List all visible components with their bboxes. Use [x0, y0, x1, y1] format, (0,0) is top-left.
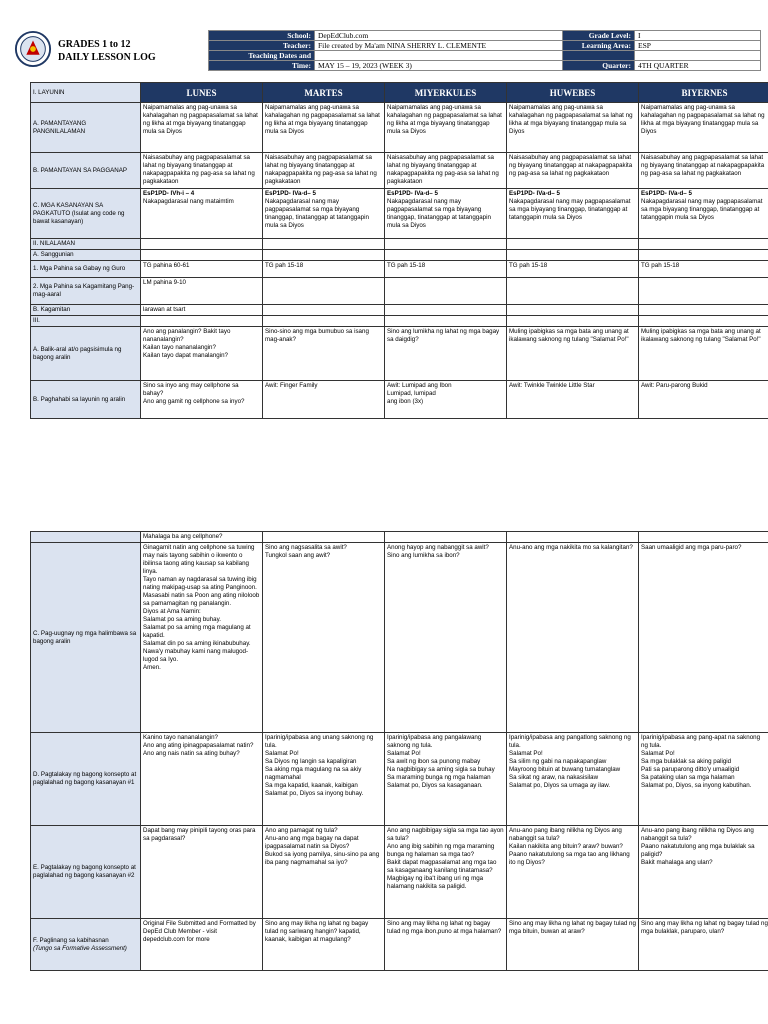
lesson-cell: Mahalaga ba ang cellphone?	[141, 532, 263, 543]
table-row	[31, 316, 768, 327]
lesson-cell	[263, 532, 385, 543]
row-label-text: D. Pagtalakay ng bagong konsepto at paglalahad ng bagong kasanayan #1	[33, 771, 137, 786]
table-row	[31, 103, 768, 153]
lesson-cell	[507, 250, 639, 261]
competency-code: EsP1PD- IVh-i – 4	[143, 190, 195, 197]
cell-line: Bakit mahalaga ang ulan?	[641, 859, 713, 866]
table-row	[31, 250, 768, 261]
title-line-1: GRADES 1 to 12	[58, 39, 131, 50]
lesson-cell: Naipamamalas ang pag-unawa sa kahalagahan ng pagpapasalamat sa lahat ng likha at mga biyayang tinatanggap mula sa Diyos	[639, 103, 768, 153]
row-label	[31, 261, 141, 278]
cell-line: ang ibon (3x)	[387, 398, 424, 405]
cell-line: Tayo naman ay nagdarasal sa tuwing ibig nating makipag-usap sa ating Panginoon.	[143, 576, 257, 591]
lesson-cell: TG pah 15-18	[639, 261, 768, 278]
table-row	[31, 919, 768, 971]
lesson-cell	[141, 327, 263, 381]
cell-line: Ano ang pamagat ng tula?	[265, 827, 338, 834]
cell-line: Ano ang ibig sabihin ng mga maraming bunga ng halaman sa mga tao?	[387, 843, 495, 858]
lesson-cell	[141, 733, 263, 826]
lesson-cell	[263, 305, 385, 316]
cell-line: Kanino tayo nananalangin?	[143, 734, 219, 741]
lesson-cell: Sino ang may likha ng lahat ng bagay tulad ng mga bulaklak, paruparo, ulan?	[639, 919, 768, 971]
lesson-cell	[141, 543, 263, 733]
cell-line: Ano ang panalangin? Bakit tayo nananalangin?	[143, 328, 231, 343]
cell-line: Kailan nakikita ang bituin? araw? buwan?	[509, 843, 623, 850]
table-row	[31, 278, 768, 305]
row-label-text: II. NILALAMAN	[33, 240, 75, 247]
lesson-cell	[639, 826, 768, 919]
lesson-cell: Naisasabuhay ang pagpapasalamat sa lahat ng biyayang tinatanggap at nakapagpapakita ng pag-asa sa lahat ng pagkakataon	[639, 153, 768, 189]
row-label	[31, 250, 141, 261]
lesson-cell	[507, 278, 639, 305]
lesson-cell	[639, 532, 768, 543]
cell-line: Ano ang nais natin sa ating buhay?	[143, 750, 240, 757]
lesson-cell	[263, 250, 385, 261]
lesson-cell	[639, 189, 768, 239]
document-title	[58, 38, 156, 64]
lesson-cell	[507, 826, 639, 919]
cell-line: Pati sa paruparong ditto'y umaaligid	[641, 766, 740, 773]
cell-line: Awit: Lumipad ang Ibon	[387, 382, 452, 389]
cell-line: Iparinig/ipabasa ang pangalawang saknong ng tula.	[387, 734, 482, 749]
lesson-cell	[263, 543, 385, 733]
row-label-text: F. Paglinang sa kabihasnan	[33, 936, 109, 944]
cell-line: Sino ang lumikha sa ibon?	[387, 552, 460, 559]
row-label	[31, 733, 141, 826]
competency-text: Nakapagdarasal nang mataimtim	[143, 198, 234, 205]
cell-line: Ano ang nagbibigay sigla sa mga tao ayon sa tula?	[387, 827, 504, 842]
competency-text: Nakapagdarasal nang may pagpapasalamat sa mga biyayang tinanggap, tinatanggap at tatanggapin mula sa Diyos	[265, 198, 369, 229]
lesson-cell	[385, 305, 507, 316]
cell-line: Salamat Po!	[641, 750, 675, 757]
lesson-cell	[141, 316, 263, 327]
row-label-text: C. MGA KASANAYAN SA PAGKATUTO (Isulat ang code ng bawat kasanayan)	[33, 201, 125, 225]
cell-line: Anu-ano ang mga bagay na dapat ipagpasalamat natin sa Diyos?	[265, 835, 359, 850]
lesson-cell	[507, 733, 639, 826]
table-row	[31, 305, 768, 316]
row-label-text: B. Kagamitan	[33, 306, 71, 313]
info-row	[209, 41, 761, 51]
lesson-cell	[639, 305, 768, 316]
day-header-miyerkules: MIYERKULES	[385, 83, 507, 103]
cell-line: Sa mga bulaklak sa aking paligid	[641, 758, 732, 765]
cell-line: Sa awit ng ibon sa punong mabay	[387, 758, 481, 765]
competency-code: EsP1PD- IVa-d– 5	[509, 190, 560, 197]
lesson-cell	[141, 189, 263, 239]
lesson-cell: Saan umaaligid ang mga paru-paro?	[639, 543, 768, 733]
cell-line: Sa Diyos ng langin sa kapaligiran	[265, 758, 357, 765]
cell-line: Salamat po, Diyos sa inyong buhay.	[265, 790, 364, 797]
competency-code: EsP1PD- IVa-d– 5	[265, 190, 316, 197]
lesson-cell	[507, 305, 639, 316]
table-row	[31, 826, 768, 919]
lesson-cell	[141, 381, 263, 419]
info-v1-cell	[315, 51, 563, 61]
lesson-cell	[141, 250, 263, 261]
lesson-cell	[263, 316, 385, 327]
lesson-cell	[639, 250, 768, 261]
cell-line: Salamat po, Diyos, sa inyong kabutihan.	[641, 782, 752, 789]
info-k1-cell: School:	[209, 31, 315, 41]
lesson-cell: Naisasabuhay ang pagpapasalamat sa lahat ng biyayang tinatanggap at nakapagpapakita ng pag-asa sa lahat ng pagkakataon	[263, 153, 385, 189]
cell-line: Amen.	[143, 664, 161, 671]
lesson-cell	[385, 826, 507, 919]
lesson-cell: Naisasabuhay ang pagpapasalamat sa lahat ng biyayang tinatanggap at nakapagpapakita ng pag-asa sa lahat ng pagkakataon	[141, 153, 263, 189]
cell-line: Iparinig/ipabasa ang unang saknong ng tula.	[265, 734, 374, 749]
lesson-cell	[385, 733, 507, 826]
cell-line: Bakit dapat magpasalamat ang mga tao sa kasaganaang kanilang tinatamasa?	[387, 859, 497, 874]
row-label-text: A. Sanggunian	[33, 251, 74, 258]
info-v1-cell: File created by Ma'am NINA SHERRY L. CLEMENTE	[315, 41, 563, 51]
cell-line: Salamat din po sa aming ikinabubuhay.	[143, 640, 251, 647]
lesson-cell	[639, 316, 768, 327]
row-label	[31, 239, 141, 250]
cell-line: Anong hayop ang nabanggit sa awit?	[387, 544, 489, 551]
cell-line: Sa silim ng gabi na napakapanglaw	[509, 758, 607, 765]
lesson-cell: Muling ipabigkas sa mga bata ang unang at ikalawang saknong ng tulang "Salamat Po!"	[507, 327, 639, 381]
cell-line: Salamat Po!	[509, 750, 543, 757]
lesson-cell: Naipamamalas ang pag-unawa sa kahalagahan ng pagpapasalamat sa lahat ng likha at mga biyayang tinatanggap mula sa Diyos	[263, 103, 385, 153]
row-label	[31, 919, 141, 971]
day-header-biyernes: BIYERNES	[639, 83, 768, 103]
lesson-cell: Sino ang lumikha ng lahat ng mga bagay sa daigdig?	[385, 327, 507, 381]
row-label	[31, 543, 141, 733]
lesson-cell	[263, 189, 385, 239]
lesson-cell	[639, 733, 768, 826]
row-label	[31, 83, 141, 103]
row-label-text: B. Paghahabi sa layunin ng aralin	[33, 395, 126, 403]
cell-line: Tungkol saan ang awit?	[265, 552, 331, 559]
cell-line: Mayroong bituin at buwang tumatanglaw	[509, 766, 621, 773]
lesson-cell	[639, 278, 768, 305]
lesson-cell: Sino-sino ang mga bumubuo sa isang mag-anak?	[263, 327, 385, 381]
cell-line: Ano ang ating ipinagpapasalamat natin?	[143, 742, 254, 749]
row-label	[31, 278, 141, 305]
day-header-martes: MARTES	[263, 83, 385, 103]
lesson-cell: LM pahina 9-10	[141, 278, 263, 305]
row-label-text: 1. Mga Pahina sa Gabay ng Guro	[33, 265, 126, 272]
cell-line: Na nagbibigay sa aming sigla sa buhay	[387, 766, 495, 773]
cell-line: Paano nakatutulong sa mga tao ang likhang ito ng Diyos?	[509, 851, 630, 866]
lesson-cell	[263, 733, 385, 826]
row-label	[31, 826, 141, 919]
lesson-cell	[507, 239, 639, 250]
lesson-cell	[385, 316, 507, 327]
lesson-cell: Sino ang may likha ng lahat ng bagay tulad ng mga bituin, buwan at araw?	[507, 919, 639, 971]
lesson-cell	[639, 239, 768, 250]
row-label-text: B. PAMANTAYAN SA PAGGANAP	[33, 166, 127, 174]
info-row	[209, 31, 761, 41]
table-row	[31, 239, 768, 250]
cell-line: Salamat po sa aming mga magulang at kapatid.	[143, 624, 251, 639]
info-row	[209, 51, 761, 61]
lesson-cell	[507, 532, 639, 543]
info-k1-cell: Time:	[209, 61, 315, 71]
info-k2-cell: Grade Level:	[563, 31, 635, 41]
cell-line: Salamat po, Diyos sa umaga ay ilaw.	[509, 782, 611, 789]
lesson-cell	[263, 239, 385, 250]
row-sublabel: (Tungo sa Formative Assessment)	[33, 944, 127, 952]
table-row	[31, 83, 768, 103]
row-label-text: C. Pag-uugnay ng mga halimbawa sa bagong aralin	[33, 629, 137, 645]
info-k1-cell: Teaching Dates and	[209, 51, 315, 61]
cell-line: Masasabi natin sa Poon ang ating niloloob sa pamamagitan ng panalangin.	[143, 592, 260, 607]
cell-line: Lumipad, lumipad	[387, 390, 436, 397]
competency-text: Nakapagdarasal nang may pagpapasalamat sa mga biyayang tinanggap, tinatanggap at tatanggapin mula sa Diyos	[387, 198, 491, 229]
lesson-cell: TG pah 15-18	[507, 261, 639, 278]
cell-line: Ano ang gamit ng cellphone sa inyo?	[143, 398, 245, 405]
row-label	[31, 316, 141, 327]
cell-line: Sa maraming bunga ng mga halaman	[387, 774, 491, 781]
cell-line: Ginagamit natin ang cellphone sa tuwing may nais tayong sabihin o ikwento o ibilinsa taong ating kausap sa kabilang linya.	[143, 544, 255, 575]
lesson-cell: Naisasabuhay ang pagpapasalamat sa lahat ng biyayang tinatanggap at nakapagpapakita ng pag-asa sa lahat ng pagkakataon	[385, 153, 507, 189]
cell-line: Sa aking mga magulang na sa akiy nagmamahal	[265, 766, 362, 781]
lesson-cell: Sino ang may likha ng lahat ng bagay tulad ng sariwang hangin? kapatid, kaanak, kaibigan at magulang?	[263, 919, 385, 971]
cell-line: Sino sa inyo ang may cellphone sa bahay?	[143, 382, 239, 397]
cell-line: Paano nakatutulong ang mga bulaklak sa paligid?	[641, 843, 755, 858]
lesson-table-page-1	[30, 82, 768, 419]
info-v1-cell: DepEdClub.com	[315, 31, 563, 41]
info-v2-cell: I	[635, 31, 761, 41]
lesson-cell	[385, 239, 507, 250]
day-header-lunes: LUNES	[141, 83, 263, 103]
lesson-table-page-2	[30, 531, 768, 971]
row-label	[31, 532, 141, 543]
row-label	[31, 381, 141, 419]
info-v2-cell	[635, 51, 761, 61]
row-label	[31, 327, 141, 381]
lesson-cell: Sino ang may likha ng lahat ng bagay tulad ng mga ibon,puno at mga halaman?	[385, 919, 507, 971]
lesson-cell: Awit: Finger Family	[263, 381, 385, 419]
table-row	[31, 189, 768, 239]
row-label-text: A. Balik-aral at/o pagsisimula ng bagong aralin	[33, 345, 122, 361]
cell-line: Bukod sa iyong pamilya, sinu-sino pa ang iba pang nagmamahal sa iyo?	[265, 851, 380, 866]
lesson-cell	[507, 316, 639, 327]
cell-line: Sa mga kapatid, kaanak, kaibigan	[265, 782, 358, 789]
lesson-cell: Dapat bang may pinipili tayong oras para sa pagdarasal?	[141, 826, 263, 919]
cell-line: Salamat Po!	[265, 750, 299, 757]
lesson-cell: Awit: Twinkle Twinkle Little Star	[507, 381, 639, 419]
cell-line: Kailan tayo nananalangin?	[143, 344, 216, 351]
competency-code: EsP1PD- IVa-d– 5	[641, 190, 692, 197]
info-v1-cell: MAY 15 – 19, 2023 (WEEK 3)	[315, 61, 563, 71]
title-line-2: DAILY LESSON LOG	[58, 52, 156, 63]
day-header-huwebes: HUWEBES	[507, 83, 639, 103]
info-k2-cell	[563, 51, 635, 61]
cell-line: Anu-ano pang ibang nilikha ng Diyos ang nabanggit sa tula?	[641, 827, 754, 842]
cell-line: Anu-ano pang ibang nilikha ng Diyos ang nabanggit sa tula?	[509, 827, 622, 842]
competency-text: Nakapagdarasal nang may pagpapasalamat sa mga biyayang tinanggap, tinatanggap at tatanggapin mula sa Diyos	[641, 198, 763, 221]
cell-line: Kailan tayo dapat manalangin?	[143, 352, 228, 359]
lesson-cell: TG pah 15-18	[263, 261, 385, 278]
cell-line: Sa sikat ng araw, na nakasisilaw	[509, 774, 599, 781]
lesson-cell	[385, 278, 507, 305]
info-v2-cell: 4TH QUARTER	[635, 61, 761, 71]
table-row	[31, 381, 768, 419]
lesson-cell	[385, 381, 507, 419]
lesson-cell: Naisasabuhay ang pagpapasalamat sa lahat ng biyayang tinatanggap at nakapagpapakita ng pag-asa sa lahat ng pagkakataon	[507, 153, 639, 189]
cell-line: Salamat po, Diyos sa kasaganaan.	[387, 782, 483, 789]
competency-code: EsP1PD- IVa-d– 5	[387, 190, 438, 197]
row-label-text: I. LAYUNIN	[33, 88, 65, 96]
table-row	[31, 733, 768, 826]
lesson-cell: Muling ipabigkas sa mga bata ang unang at ikalawang saknong ng tulang "Salamat Po!"	[639, 327, 768, 381]
row-label-text: E. Pagtalakay ng bagong konsepto at paglalahad ng bagong kasanayan #2	[33, 864, 136, 879]
lesson-cell	[507, 189, 639, 239]
row-label	[31, 153, 141, 189]
cell-line: Sa pataking ulan sa mga halaman	[641, 774, 735, 781]
table-row	[31, 153, 768, 189]
lesson-cell: Naipamamalas ang pag-unawa sa kahalagahan ng pagpapasalamat sa lahat ng likha at mga biyayang tinatanggap mula sa Diyos	[507, 103, 639, 153]
cell-line: Magbigay ng iba't ibang uri ng mga halamang nakikita sa paligid.	[387, 875, 484, 890]
row-label-text: III.	[33, 317, 40, 324]
table-row	[31, 261, 768, 278]
lesson-cell: Anu-ano ang mga nakikita mo sa kalangitan?	[507, 543, 639, 733]
row-label	[31, 189, 141, 239]
info-k1-cell: Teacher:	[209, 41, 315, 51]
lesson-cell	[385, 532, 507, 543]
info-k2-cell: Learning Area:	[563, 41, 635, 51]
lesson-cell: Awit: Paru-parong Bukid	[639, 381, 768, 419]
lesson-cell	[141, 239, 263, 250]
table-row	[31, 327, 768, 381]
table-row	[31, 543, 768, 733]
lesson-cell: TG pahina 60-61	[141, 261, 263, 278]
deped-seal-icon	[14, 30, 52, 68]
table-row	[31, 532, 768, 543]
info-table	[208, 30, 761, 71]
cell-line: Iparinig/ipabasa ang pang-apat na saknong ng tula.	[641, 734, 761, 749]
lesson-cell	[385, 250, 507, 261]
row-label	[31, 103, 141, 153]
info-k2-cell: Quarter:	[563, 61, 635, 71]
lesson-cell: Naipamamalas ang pag-unawa sa kahalagahan ng pagpapasalamat sa lahat ng likha at mga biyayang tinatanggap mula sa Diyos	[385, 103, 507, 153]
cell-line: Iparinig/ipabasa ang pangatlong saknong ng tula.	[509, 734, 631, 749]
lesson-cell: TG pah 15-18	[385, 261, 507, 278]
lesson-cell	[263, 278, 385, 305]
cell-line: Nawa'y mabuhay kami nang malugod-lugod sa Iyo.	[143, 648, 249, 663]
info-v2-cell: ESP	[635, 41, 761, 51]
row-label-text: 2. Mga Pahina sa Kagamitang Pang-mag-aaral	[33, 283, 135, 298]
info-row	[209, 61, 761, 71]
cell-line: Sino ang nagsasalita sa awit?	[265, 544, 347, 551]
lesson-cell: Naipamamalas ang pag-unawa sa kahalagahan ng pagpapasalamat sa lahat ng likha at mga biyayang tinatanggap mula sa Diyos	[141, 103, 263, 153]
row-label	[31, 305, 141, 316]
cell-line: Diyos at Ama Namin:	[143, 608, 201, 615]
cell-line: Salamat po sa aming buhay.	[143, 616, 221, 623]
lesson-cell: Original File Submitted and Formatted by DepEd Club Member - visit depedclub.com for more	[141, 919, 263, 971]
competency-text: Nakapagdarasal nang may pagpapasalamat sa mga biyayang tinanggap, tinatanggap at tatanggapin mula sa Diyos	[509, 198, 631, 221]
lesson-cell	[385, 189, 507, 239]
row-label-text: A. PAMANTAYANG PANGNILALAMAN	[33, 119, 87, 135]
cell-line: Salamat Po!	[387, 750, 421, 757]
lesson-cell: larawan at tsart	[141, 305, 263, 316]
lesson-cell	[385, 543, 507, 733]
lesson-cell	[263, 826, 385, 919]
